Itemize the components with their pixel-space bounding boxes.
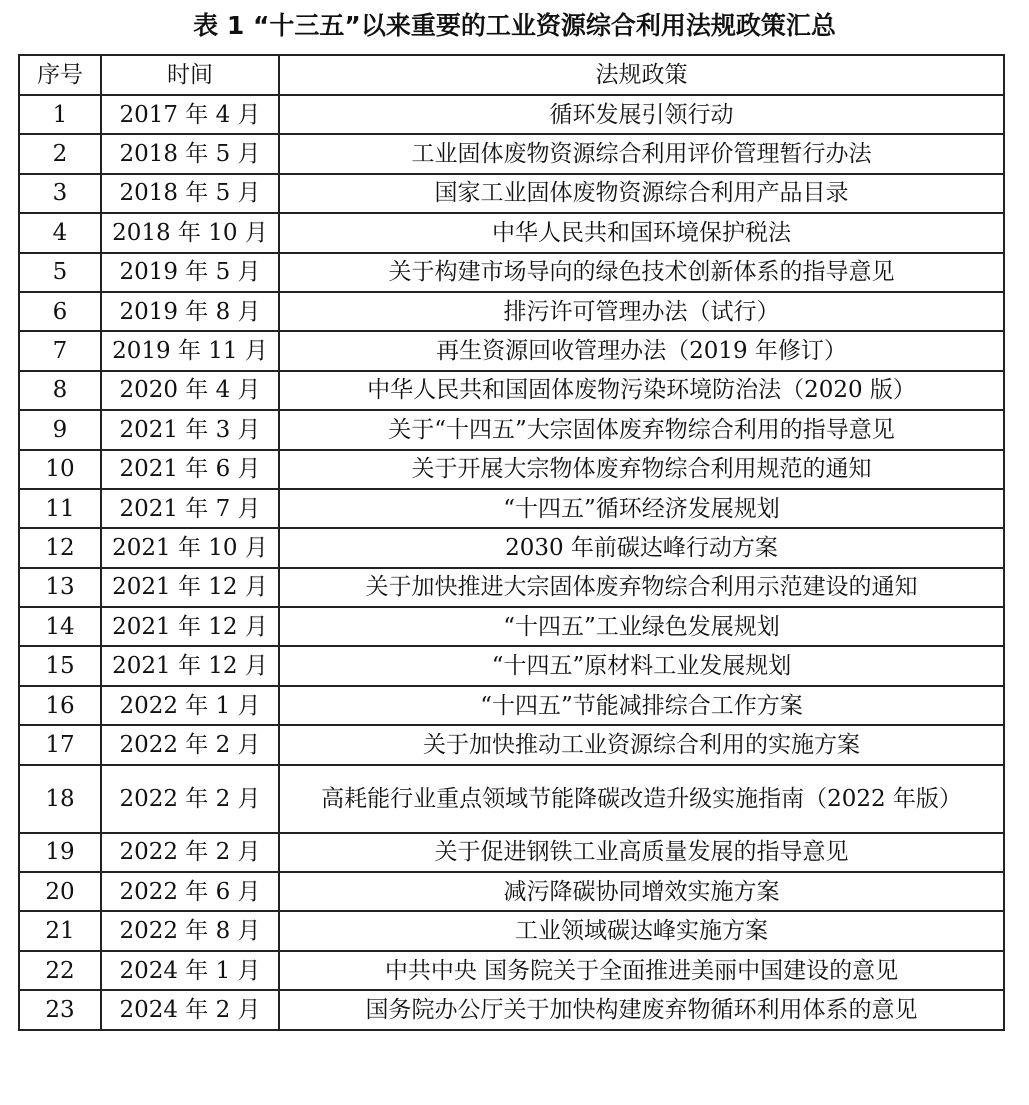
cell-date: 2018 年 10 月 <box>101 213 279 252</box>
cell-index: 14 <box>19 607 101 646</box>
cell-date: 2022 年 8 月 <box>101 911 279 950</box>
cell-policy: 中共中央 国务院关于全面推进美丽中国建设的意见 <box>279 951 1004 990</box>
cell-date: 2017 年 4 月 <box>101 95 279 134</box>
table-row <box>19 95 1004 134</box>
table-row <box>19 686 1004 725</box>
header-index: 序号 <box>19 55 101 95</box>
cell-policy: “十四五”循环经济发展规划 <box>279 489 1004 528</box>
cell-date: 2019 年 5 月 <box>101 253 279 292</box>
cell-index: 15 <box>19 646 101 685</box>
cell-policy: 中华人民共和国环境保护税法 <box>279 213 1004 252</box>
cell-index: 8 <box>19 371 101 410</box>
table-row <box>19 646 1004 685</box>
table-row <box>19 410 1004 449</box>
cell-date: 2021 年 6 月 <box>101 450 279 489</box>
cell-date: 2021 年 12 月 <box>101 607 279 646</box>
table-row <box>19 292 1004 331</box>
table-header-row <box>19 55 1004 95</box>
table-row <box>19 872 1004 911</box>
cell-policy: 2030 年前碳达峰行动方案 <box>279 528 1004 567</box>
table-row <box>19 528 1004 567</box>
cell-policy: 高耗能行业重点领域节能降碳改造升级实施指南（2022 年版） <box>279 765 1004 833</box>
table-row <box>19 765 1004 833</box>
cell-date: 2019 年 11 月 <box>101 331 279 370</box>
cell-policy: “十四五”节能减排综合工作方案 <box>279 686 1004 725</box>
cell-index: 23 <box>19 990 101 1029</box>
cell-policy: 关于加快推动工业资源综合利用的实施方案 <box>279 725 1004 764</box>
table-row <box>19 253 1004 292</box>
cell-date: 2022 年 2 月 <box>101 765 279 833</box>
cell-policy: 关于“十四五”大宗固体废弃物综合利用的指导意见 <box>279 410 1004 449</box>
cell-date: 2022 年 6 月 <box>101 872 279 911</box>
cell-policy: 关于加快推进大宗固体废弃物综合利用示范建设的通知 <box>279 568 1004 607</box>
table-row <box>19 990 1004 1029</box>
cell-date: 2021 年 3 月 <box>101 410 279 449</box>
cell-policy: 工业固体废物资源综合利用评价管理暂行办法 <box>279 134 1004 173</box>
cell-date: 2021 年 7 月 <box>101 489 279 528</box>
cell-policy: “十四五”原材料工业发展规划 <box>279 646 1004 685</box>
cell-date: 2024 年 2 月 <box>101 990 279 1029</box>
cell-index: 19 <box>19 833 101 872</box>
table-row <box>19 833 1004 872</box>
cell-date: 2018 年 5 月 <box>101 134 279 173</box>
cell-date: 2020 年 4 月 <box>101 371 279 410</box>
table-row <box>19 213 1004 252</box>
cell-index: 20 <box>19 872 101 911</box>
cell-index: 12 <box>19 528 101 567</box>
cell-policy: 排污许可管理办法（试行） <box>279 292 1004 331</box>
cell-index: 7 <box>19 331 101 370</box>
cell-date: 2022 年 2 月 <box>101 833 279 872</box>
table-row <box>19 174 1004 213</box>
cell-index: 9 <box>19 410 101 449</box>
header-date: 时间 <box>101 55 279 95</box>
cell-index: 11 <box>19 489 101 528</box>
cell-index: 10 <box>19 450 101 489</box>
table-row <box>19 134 1004 173</box>
cell-policy: 国家工业固体废物资源综合利用产品目录 <box>279 174 1004 213</box>
cell-index: 18 <box>19 765 101 833</box>
table-row <box>19 450 1004 489</box>
cell-index: 2 <box>19 134 101 173</box>
cell-index: 22 <box>19 951 101 990</box>
cell-index: 5 <box>19 253 101 292</box>
cell-policy: 工业领域碳达峰实施方案 <box>279 911 1004 950</box>
table-row <box>19 568 1004 607</box>
cell-index: 4 <box>19 213 101 252</box>
table-row <box>19 725 1004 764</box>
cell-index: 17 <box>19 725 101 764</box>
cell-date: 2019 年 8 月 <box>101 292 279 331</box>
table-row <box>19 911 1004 950</box>
cell-index: 6 <box>19 292 101 331</box>
cell-index: 3 <box>19 174 101 213</box>
cell-index: 13 <box>19 568 101 607</box>
cell-date: 2022 年 2 月 <box>101 725 279 764</box>
cell-policy: 中华人民共和国固体废物污染环境防治法（2020 版） <box>279 371 1004 410</box>
cell-policy: “十四五”工业绿色发展规划 <box>279 607 1004 646</box>
header-policy: 法规政策 <box>279 55 1004 95</box>
table-row <box>19 607 1004 646</box>
cell-policy: 关于开展大宗物体废弃物综合利用规范的通知 <box>279 450 1004 489</box>
table-title: 表 1 “十三五”以来重要的工业资源综合利用法规政策汇总 <box>193 11 836 40</box>
table-row <box>19 489 1004 528</box>
cell-policy: 循环发展引领行动 <box>279 95 1004 134</box>
table-row <box>19 331 1004 370</box>
cell-policy: 国务院办公厅关于加快构建废弃物循环利用体系的意见 <box>279 990 1004 1029</box>
cell-date: 2018 年 5 月 <box>101 174 279 213</box>
cell-policy: 再生资源回收管理办法（2019 年修订） <box>279 331 1004 370</box>
cell-date: 2024 年 1 月 <box>101 951 279 990</box>
cell-policy: 关于构建市场导向的绿色技术创新体系的指导意见 <box>279 253 1004 292</box>
cell-date: 2021 年 12 月 <box>101 568 279 607</box>
table-row <box>19 371 1004 410</box>
cell-policy: 关于促进钢铁工业高质量发展的指导意见 <box>279 833 1004 872</box>
cell-date: 2021 年 12 月 <box>101 646 279 685</box>
cell-date: 2021 年 10 月 <box>101 528 279 567</box>
cell-index: 16 <box>19 686 101 725</box>
policy-table <box>18 54 1005 1031</box>
cell-index: 1 <box>19 95 101 134</box>
cell-policy: 减污降碳协同增效实施方案 <box>279 872 1004 911</box>
cell-index: 21 <box>19 911 101 950</box>
cell-date: 2022 年 1 月 <box>101 686 279 725</box>
table-row <box>19 951 1004 990</box>
